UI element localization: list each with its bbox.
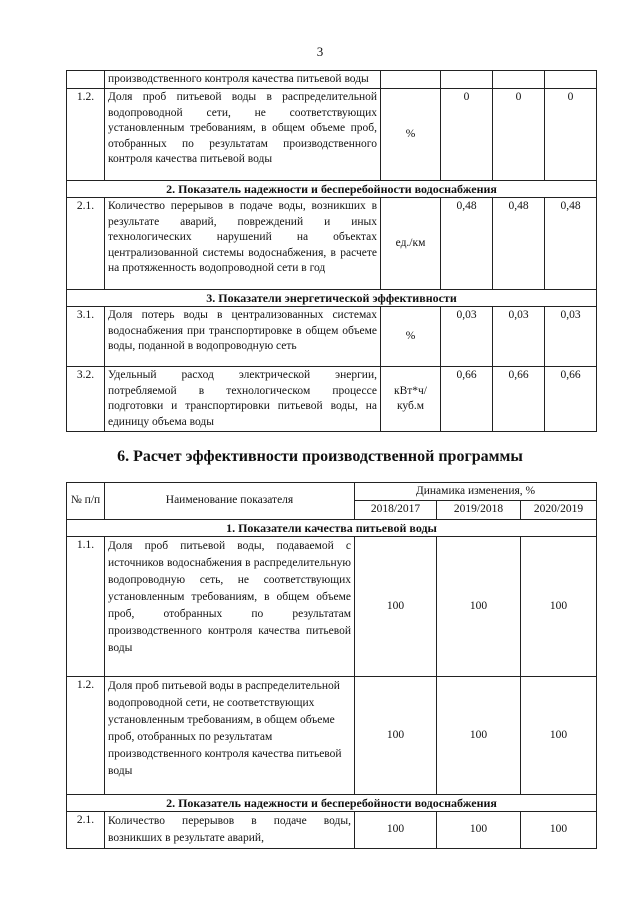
section-heading: 6. Расчет эффективности производственной программы	[117, 448, 523, 465]
table-row	[67, 676, 597, 794]
table-row	[67, 367, 597, 432]
row-description: производственного контроля качества питьевой воды	[105, 71, 381, 89]
row-value: 0,66	[545, 367, 597, 432]
year-header: 2018/2017	[355, 501, 437, 519]
row-value: 0,03	[493, 307, 545, 367]
table-row	[67, 307, 597, 367]
table-row	[67, 198, 597, 290]
section-row	[67, 519, 597, 536]
row-value: 0,48	[441, 198, 493, 290]
efficiency-table	[66, 482, 597, 849]
row-value: 0,03	[441, 307, 493, 367]
row-description: Количество перерывов в подаче воды, возникших в результате аварий, повреждений и иных технологических нарушений на объектах централизованной системы водоснабжения, в расчете на протяженность водопроводной сети в год	[105, 198, 381, 290]
row-value: 0,66	[493, 367, 545, 432]
row-number: 1.2.	[67, 89, 105, 181]
row-value: 0	[441, 89, 493, 181]
row-value: 0	[545, 89, 597, 181]
row-description: Доля проб питьевой воды в распределительной водопроводной сети, не соответствующих установленным требованиям, в общем объеме проб, отобранных по результатам производственного контроля качества питьевой воды	[105, 89, 381, 181]
indicators-table	[66, 70, 597, 432]
row-unit: %	[381, 307, 441, 367]
section-row	[67, 290, 597, 307]
row-value: 0,03	[545, 307, 597, 367]
col-number-header: № п/п	[67, 483, 105, 520]
row-value: 100	[521, 536, 597, 676]
row-value: 100	[437, 811, 521, 848]
row-number: 2.1.	[67, 811, 105, 848]
row-unit: ед./км	[381, 198, 441, 290]
row-number: 2.1.	[67, 198, 105, 290]
section-row	[67, 181, 597, 198]
row-number: 3.1.	[67, 307, 105, 367]
row-value: 100	[521, 811, 597, 848]
row-value: 0,66	[441, 367, 493, 432]
year-header: 2020/2019	[521, 501, 597, 519]
table-row	[67, 536, 597, 676]
row-value: 100	[437, 676, 521, 794]
section-title: 1. Показатели качества питьевой воды	[67, 519, 597, 536]
table-row	[67, 811, 597, 848]
row-value: 0	[493, 89, 545, 181]
row-value: 100	[521, 676, 597, 794]
year-header: 2019/2018	[437, 501, 521, 519]
row-value: 0,48	[545, 198, 597, 290]
table-row	[67, 89, 597, 181]
section-title: 2. Показатель надежности и бесперебойности водоснабжения	[67, 181, 597, 198]
row-value: 100	[355, 811, 437, 848]
section-title: 2. Показатель надежности и бесперебойности водоснабжения	[67, 794, 597, 811]
row-value: 0,48	[493, 198, 545, 290]
page-number: 3	[316, 44, 324, 59]
row-description: Доля потерь воды в централизованных системах водоснабжения при транспортировке в общем объеме воды, поданной в водопроводную сеть	[105, 307, 381, 367]
row-value: 100	[355, 536, 437, 676]
section-row	[67, 794, 597, 811]
row-unit: %	[381, 89, 441, 181]
row-description: Доля проб питьевой воды, подаваемой с источников водоснабжения в распределительную водопроводную сеть, не соответствующих установленным требованиям, в общем объеме проб, отобранных по результатам производственного контроля качества питьевой воды	[105, 536, 355, 676]
section-title: 3. Показатели энергетической эффективности	[67, 290, 597, 307]
row-value: 100	[437, 536, 521, 676]
row-description: Количество перерывов в подаче воды, возникших в результате аварий,	[105, 811, 355, 848]
table-row	[67, 71, 597, 89]
row-description: Доля проб питьевой воды в распределительной водопроводной сети, не соответствующих установленным требованиям, в общем объеме проб, отобранных по результатам производственного контроля качества питьевой воды	[105, 676, 355, 794]
row-description: Удельный расход электрической энергии, потребляемой в технологическом процессе подготовки и транспортировки питьевой воды, на единицу объема воды	[105, 367, 381, 432]
col-dynamics-header: Динамика изменения, %	[355, 483, 597, 501]
header-row	[67, 483, 597, 501]
row-number: 1.2.	[67, 676, 105, 794]
col-name-header: Наименование показателя	[105, 483, 355, 520]
row-number: 3.2.	[67, 367, 105, 432]
row-value: 100	[355, 676, 437, 794]
row-number: 1.1.	[67, 536, 105, 676]
row-unit: кВт*ч/куб.м	[381, 367, 441, 432]
